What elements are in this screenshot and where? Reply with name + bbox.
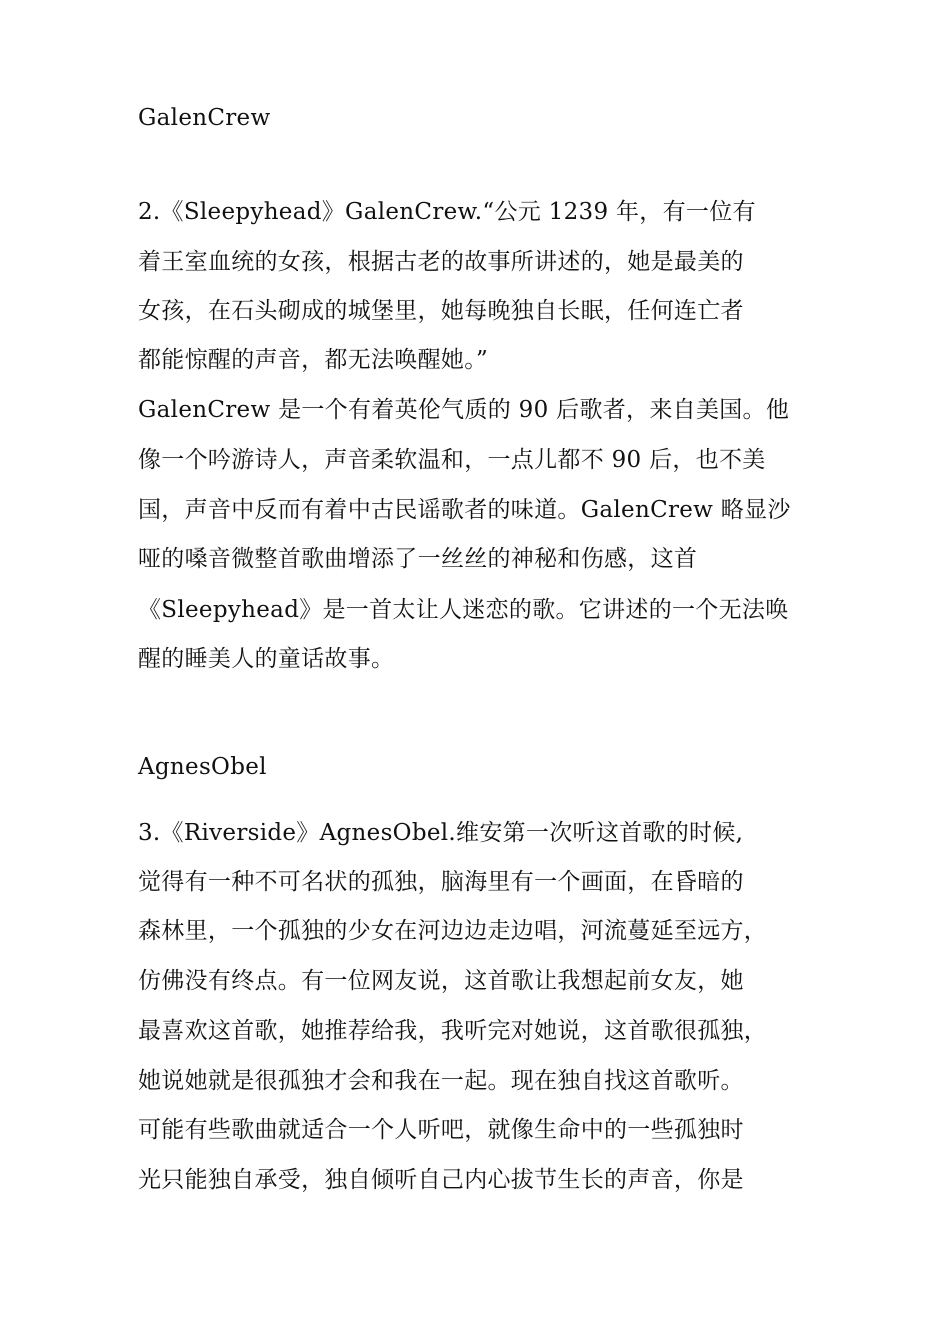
paragraph-line: 森林里，一个孤独的少女在河边边走边唱，河流蔓延至远方， <box>138 918 768 944</box>
paragraph-line: 3.《Riverside》AgnesObel.维安第一次听这首歌的时候, <box>138 820 744 846</box>
paragraph-line: 最喜欢这首歌，她推荐给我，我听完对她说，这首歌很孤独， <box>138 1018 768 1044</box>
paragraph-line: 她说她就是很孤独才会和我在一起。现在独自找这首歌听。 <box>138 1068 744 1094</box>
paragraph-line: 可能有些歌曲就适合一个人听吧，就像生命中的一些孤独时 <box>138 1117 744 1143</box>
paragraph-line: 2.《Sleepyhead》GalenCrew.“公元 1239 年，有一位有 <box>138 199 756 225</box>
artist-heading-galencrew: GalenCrew <box>138 105 271 131</box>
paragraph-line: 觉得有一种不可名状的孤独，脑海里有一个画面，在昏暗的 <box>138 869 744 895</box>
artist-heading-agnesobel: AgnesObel <box>138 754 267 780</box>
paragraph-line: 着王室血统的女孩，根据古老的故事所讲述的，她是最美的 <box>138 249 744 275</box>
paragraph-line: GalenCrew 是一个有着英伦气质的 90 后歌者，来自美国。他 <box>138 397 790 423</box>
paragraph-line: 像一个吟游诗人，声音柔软温和，一点儿都不 90 后，也不美 <box>138 447 766 473</box>
paragraph-line: 女孩，在石头砌成的城堡里，她每晚独自长眠，任何连亡者 <box>138 298 744 324</box>
paragraph-line: 都能惊醒的声音，都无法唤醒她。” <box>138 347 489 373</box>
paragraph-line: 光只能独自承受，独自倾听自己内心拔节生长的声音，你是 <box>138 1167 744 1193</box>
paragraph-line: 国，声音中反而有着中古民谣歌者的味道。GalenCrew 略显沙 <box>138 497 791 523</box>
paragraph-line: 《Sleepyhead》是一首太让人迷恋的歌。它讲述的一个无法唤 <box>138 597 789 623</box>
paragraph-line: 仿佛没有终点。有一位网友说，这首歌让我想起前女友，她 <box>138 968 744 994</box>
paragraph-line: 醒的睡美人的童话故事。 <box>138 646 395 672</box>
paragraph-line: 哑的嗓音微整首歌曲增添了一丝丝的神秘和伤感，这首 <box>138 546 698 572</box>
